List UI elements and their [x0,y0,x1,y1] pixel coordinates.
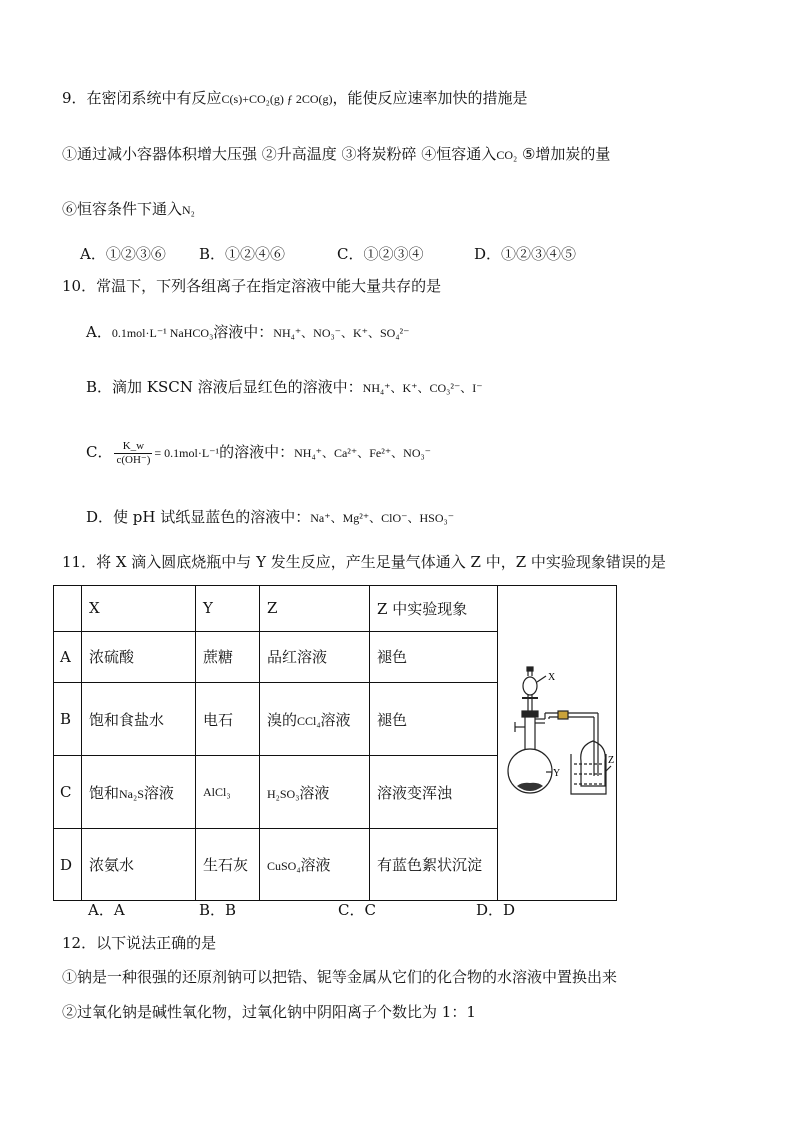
q9-n2: N₂ [182,203,195,217]
apparatus-diagram [498,586,616,896]
q9-co2: CO₂ [496,148,518,162]
row-a-x: 浓硫酸 [82,631,196,683]
connector-icon [558,711,568,719]
header-x: X [82,586,196,632]
q9-measures-2: ⑤增加炭的量 [517,145,611,163]
q12-item-2: ②过氧化钠是碱性氧化物，过氧化钠中阴阳离子个数比为 1：1 [62,1003,476,1021]
row-c-x-text: 饱和 [89,783,120,802]
row-c-x-formula: Na₂S [119,786,144,801]
q9-stem-b: ，能使反应速率加快的措施是 [332,89,528,107]
q11-option-d: D．D [476,901,516,919]
apparatus-label-x: X [548,672,556,683]
row-c-y: AlCl₃ [196,756,260,829]
row-a-z: 品红溶液 [260,631,370,683]
q9-stem [62,88,528,109]
q9-measures-line1 [62,144,610,165]
header-z: Z [260,586,370,632]
q11-table [53,585,617,901]
q10-b-prefix: B．滴加 KSCN 溶液后显红色的溶液中： [86,378,363,396]
row-c-x-suffix: 溶液 [143,783,174,802]
row-b-z-formula: CCl₄ [297,713,321,728]
q10-d-ions: Na⁺、Mg²⁺、ClO⁻、HSO₃⁻ [310,511,455,525]
q10-stem: 10．常温下，下列各组离子在指定溶液中能大量共存的是 [62,277,442,295]
q12-item-1: ①钠是一种很强的还原剂钠可以把锆、铌等金属从它们的化合物的水溶液中置换出来 [62,968,618,986]
q9-stem-a: 9．在密闭系统中有反应 [62,89,222,107]
q10-c-eq: = 0.1mol·L⁻¹ [154,446,220,460]
row-d-y: 生石灰 [196,829,260,901]
row-d-z [260,829,370,901]
q10-a-cond: 0.1mol·L⁻¹ NaHCO₃ [111,326,214,340]
row-d-phenomenon: 有蓝色絮状沉淀 [370,829,498,901]
q10-c-mid: 的溶液中： [219,443,295,461]
q10-d-prefix: D．使 pH 试纸显蓝色的溶液中： [86,508,311,526]
q9-measures-1: ①通过减小容器体积增大压强 ②升高温度 ③将炭粉碎 ④恒容通入 [62,145,497,163]
apparatus-label-z: Z [608,755,615,766]
q9-measures-3: ⑥恒容条件下通入 [62,200,183,218]
apparatus-label-y: Y [553,768,561,779]
q10-c-ions: NH₄⁺、Ca²⁺、Fe²⁺、NO₃⁻ [294,446,432,460]
row-b-label: B [54,683,82,756]
row-c-x [82,756,196,829]
row-b-y: 电石 [196,683,260,756]
funnel-icon [523,677,537,695]
q9-reaction: C(s)+CO₂(g) ƒ 2CO(g) [221,92,333,106]
row-c-phenomenon: 溶液变浑浊 [370,756,498,829]
row-b-z [260,683,370,756]
row-b-phenomenon: 褪色 [370,683,498,756]
q10-b-ions: NH₄⁺、K⁺、CO₃²⁻、I⁻ [362,381,483,395]
q11-option-c: C．C [338,901,376,919]
row-a-label: A [54,631,82,683]
q9-measures-line2 [62,199,195,220]
q11-stem: 11．将 X 滴入圆底烧瓶中与 Y 发生反应，产生足量气体通入 Z 中，Z 中实验现象错误的是 [62,553,666,571]
q10-c-prefix: C． [86,443,113,461]
row-b-z-text: 溴的 [267,710,298,729]
q10-a-ions: NH₄⁺、NO₃⁻、K⁺、SO₄²⁻ [273,326,410,340]
table-header-row [54,586,617,632]
solid-y-icon [517,783,543,791]
header-phenomenon: Z 中实验现象 [370,586,498,632]
q10-option-d [86,507,454,528]
q10-option-b [86,377,483,398]
row-a-y: 蔗糖 [196,631,260,683]
q9-option-a: A．①②③⑥ [80,245,166,263]
q10-c-fraction [114,440,152,467]
row-d-label: D [54,829,82,901]
row-a-phenomenon: 褪色 [370,631,498,683]
q10-c-num: K_w [114,440,152,454]
q9-option-b: B．①②④⑥ [199,245,286,263]
row-b-x: 饱和食盐水 [82,683,196,756]
q9-option-c: C．①②③④ [337,245,424,263]
row-d-z-formula: CuSO₄ [267,859,301,874]
row-c-z [260,756,370,829]
row-d-x: 浓氨水 [82,829,196,901]
q11-option-a: A．A [88,901,125,919]
q12-stem: 12．以下说法正确的是 [62,934,217,952]
apparatus-cell [498,586,617,901]
q10-option-a [86,322,409,343]
q11-option-b: B．B [199,901,237,919]
q10-a-prefix: A． [86,323,112,341]
row-c-label: C [54,756,82,829]
row-c-z-suffix: 溶液 [299,783,330,802]
row-c-z-formula: H₂SO₃ [267,786,300,801]
header-y: Y [196,586,260,632]
q10-c-den: c(OH⁻) [116,453,151,466]
row-d-z-suffix: 溶液 [300,856,331,875]
row-b-z-suffix: 溶液 [320,710,351,729]
header-blank [54,586,82,632]
q10-a-mid: 溶液中： [213,323,274,341]
q9-option-d: D．①②③④⑤ [474,245,577,263]
q10-option-c [86,434,431,471]
